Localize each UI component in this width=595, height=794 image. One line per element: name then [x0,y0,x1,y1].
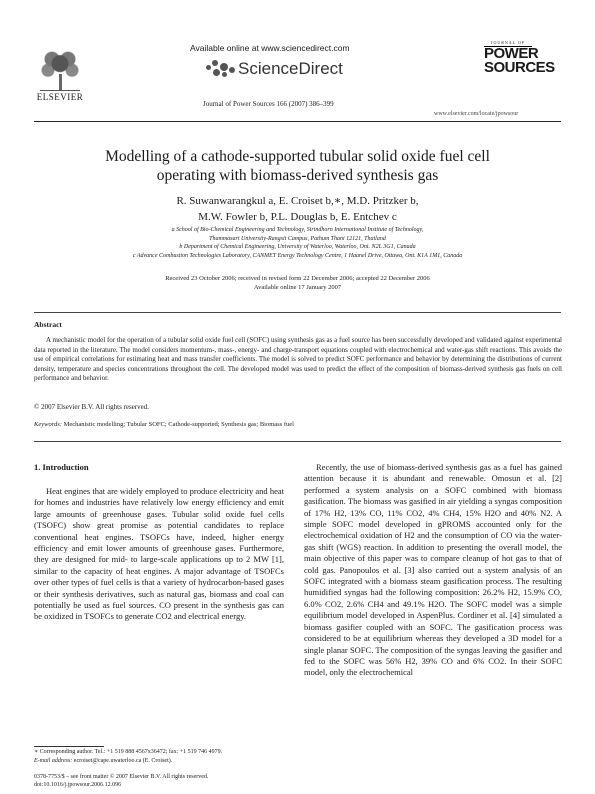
affiliation-line: c Advance Combustion Technologies Laboratory, CANMET Energy Technology Centre, 1 Haanel Drive, Ottawa, Ont. K1A 1M1, Canada [132,252,463,259]
section-heading-introduction: 1. Introduction [34,462,89,472]
affiliations [40,226,555,260]
authors-line-1: R. Suwanwarangkul a, E. Croiset b,∗, M.D. Pritzker b, [176,195,419,207]
keywords-list: Mechanistic modelling; Tubular SOFC; Cathode-supported; Synthesis gas; Biomass fuel [63,421,294,428]
title-line-2: operating with biomass-derived synthesis gas [156,167,439,184]
abstract-bottom-divider [34,441,561,442]
keywords-label: Keywords: [34,421,62,428]
elsevier-tree-icon [40,46,80,91]
footnote-email-label: E-mail address: [34,757,73,764]
title-line-1: Modelling of a cathode-supported tubular solid oxide fuel cell [105,148,490,165]
article-dates [40,274,555,292]
abstract-copyright: © 2007 Elsevier B.V. All rights reserved. [34,403,150,411]
header-divider [34,121,561,122]
journal-logo-top: JOURNAL OF [484,40,532,47]
affiliation-line: a School of Bio-Chemical Engineering and Technology, Sirindhorn International Institute of Technology, [171,227,424,233]
abstract-heading: Abstract [34,320,62,329]
author-list [40,193,555,225]
footnote-divider [34,746,104,747]
footnote-contact: ∗ Corresponding author. Tel.: +1 519 888 4567x36472; fax: +1 519 746 4979. [34,749,223,755]
sciencedirect-dots-icon [206,57,236,79]
abstract-text: A mechanistic model for the operation of a tubular solid oxide fuel cell (SOFC) using synthesis gas as a fuel source has been successfully developed and validated against experimental data reported in the literature. The model considers momentum-, mass-, energy- and charge-transport equations coupled with electrochemical and water-gas shift reactions. This avoids the use of empirical correlations for estimating heat and mass transfer coefficients. The model is solved to predict SOFC performance and behavior by determining the distributions of current density, temperature and species concentrations throughout the cell. The developed model was used to predict the effect of the composition of biomass-derived synthesis gas fuels on cell performance and behavior. [34,336,562,383]
journal-logo [484,40,555,102]
corresponding-author-footnote [34,748,294,765]
sciencedirect-logo-text: ScienceDirect [238,59,343,78]
affiliation-line: Thammasart University-Rangsit Campus, Pathum Thani 12121, Thailand [209,235,386,242]
journal-logo-line1: POWER [484,45,539,62]
authors-line-2: M.W. Fowler b, P.L. Douglas b, E. Entchev c [198,211,397,223]
publisher-name: ELSEVIER [36,92,84,102]
online-date: Available online 17 January 2007 [253,284,342,291]
footnote-email-link[interactable]: ecroiset@cape.uwaterloo.ca (E. Croiset). [73,757,173,764]
journal-logo-line2: SOURCES [484,59,555,76]
keywords [34,421,294,428]
received-dates: Received 23 October 2006; received in revised form 22 December 2006; accepted 22 December 2006 [165,275,430,282]
elsevier-logo [34,46,84,104]
abstract-top-divider [34,312,561,313]
journal-citation: Journal of Power Sources 166 (2007) 386–399 [203,100,334,108]
article-title [40,147,555,185]
intro-paragraph-left: Heat engines that are widely employed to produce electricity and heat for homes and industries have relatively low energy efficiency and emit large amounts of greenhouse gases. Tubular solid oxide fuel cells (TSOFC) show great promise as potential candidates to replace conventional heat engines. TSOFCs have, indeed, higher energy efficiency and emit lower amounts of greenhouse gases. Furthermore, they are designed for mid- to large-scale applications up to 2 MW [1], similar to the capacity of heat engines. A major advantage of TSOFCs over other types of fuel cells is that a variety of hydrocarbon-based gases or their synthesis derivatives, such as natural gas, biomass and coal can potentially be used as fuel sources. CO present in the synthesis gas can be oxidized in TSOFCs to generate CO2 and electrical energy. [34,486,284,622]
journal-url-link[interactable]: www.elsevier.com/locate/jpowsour [434,111,519,117]
available-online-text[interactable]: Available online at www.sciencedirect.com [190,43,350,53]
affiliation-line: b Department of Chemical Engineering, University of Waterloo, Waterloo, Ont. N2L 3G1, Canada [179,244,416,251]
doi-link[interactable]: doi:10.1016/j.jpowsour.2006.12.096 [34,782,122,789]
intro-paragraph-right: Recently, the use of biomass-derived synthesis gas as a fuel has gained attention because it is abundant and renewable. Omosun et al. [2] performed a system analysis on a SOFC combined with biomass gasification. The biomass was gasified in air yielding a syngas composition of 17% H2, 13% CO, 11% CO2, 4% CH4, 15% H2O and 40% N2. A simple SOFC model developed in gPROMS accounted only for the electrochemical oxidation of H2 and the consumption of CO via the water-gas shift (WGS) reaction. In addition to presenting the overall model, the main objective of this paper was to compare cleanup of hot gas to that of cold gas. Panopoulos et al. [3] also carried out a system analysis of an SOFC integrated with a biomass steam gasification process. The resulting humidified syngas had the following composition: 26.2% H2, 15.9% CO, 6.0% CO2, 2.6% CH4 and 49.1% H2O. The SOFC model was a simple equilibrium model developed in AspenPlus. Cordiner et al. [4] simulated a biomass gasifier coupled with an SOFC. The gasification process was considered to be at equilibrium whereas they developed a 3D model for a single planar SOFC. The composition of the syngas leaving the gasifier and fed to the SOFC was 56% H2, 39% CO and 6% CO2. In their SOFC model, only the electrochemical [304,462,562,678]
issn-line: 0378-7753/$ – see front matter © 2007 Elsevier B.V. All rights reserved. [34,774,209,780]
front-matter-note [34,773,208,789]
